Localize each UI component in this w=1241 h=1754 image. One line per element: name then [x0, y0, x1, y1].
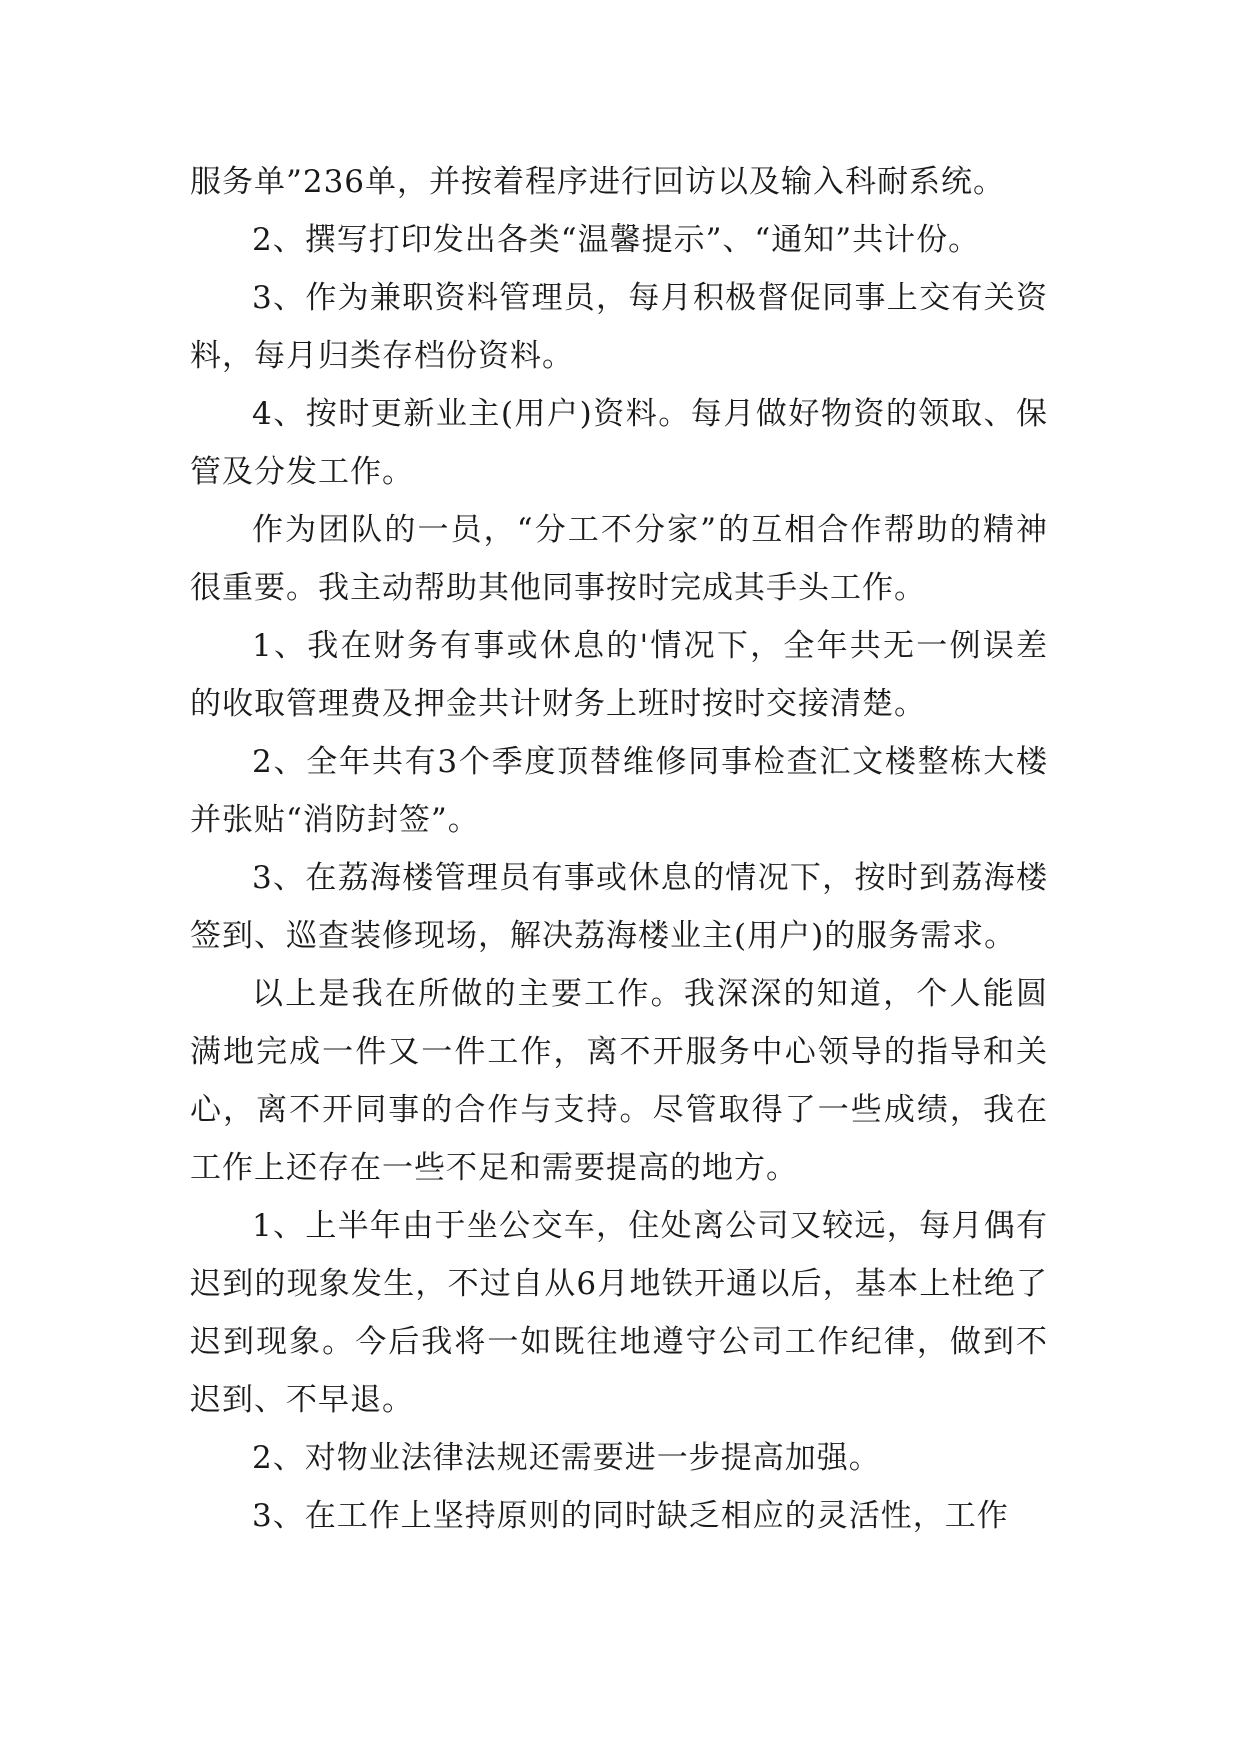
paragraph-10: 1、上半年由于坐公交车，住处离公司又较远，每月偶有迟到的现象发生，不过自从6月地铁开通以后，基本上杜绝了迟到现象。今后我将一如既往地遵守公司工作纪律，做到不迟到、不早退。: [190, 1208, 1048, 1418]
paragraph-2: 2、撰写打印发出各类“温馨提示”、“通知”共计份。: [252, 222, 981, 258]
paragraph-6: 1、我在财务有事或休息的'情况下，全年共无一例误差的收取管理费及押金共计财务上班时按时交接清楚。: [190, 628, 1048, 722]
paragraph-1: 服务单”236单，并按着程序进行回访以及输入科耐系统。: [190, 164, 1006, 200]
paragraph-8: 3、在荔海楼管理员有事或休息的情况下，按时到荔海楼签到、巡查装修现场，解决荔海楼业主(用户)的服务需求。: [190, 860, 1048, 954]
paragraph-7: 2、全年共有3个季度顶替维修同事检查汇文楼整栋大楼并张贴“消防封签”。: [190, 744, 1048, 838]
paragraph-12: 3、在工作上坚持原则的同时缺乏相应的灵活性，工作: [252, 1498, 1009, 1534]
paragraph-4: 4、按时更新业主(用户)资料。每月做好物资的领取、保管及分发工作。: [190, 396, 1048, 490]
paragraph-9: 以上是我在所做的主要工作。我深深的知道，个人能圆满地完成一件又一件工作，离不开服务中心领导的指导和关心，离不开同事的合作与支持。尽管取得了一些成绩，我在工作上还存在一些不足和需要提高的地方。: [190, 976, 1048, 1186]
paragraph-11: 2、对物业法律法规还需要进一步提高加强。: [252, 1440, 881, 1476]
paragraph-3: 3、作为兼职资料管理员，每月积极督促同事上交有关资料，每月归类存档份资料。: [190, 280, 1048, 374]
document-body: [190, 153, 1048, 1545]
paragraph-5: 作为团队的一员，“分工不分家”的互相合作帮助的精神很重要。我主动帮助其他同事按时完成其手头工作。: [190, 512, 1048, 606]
